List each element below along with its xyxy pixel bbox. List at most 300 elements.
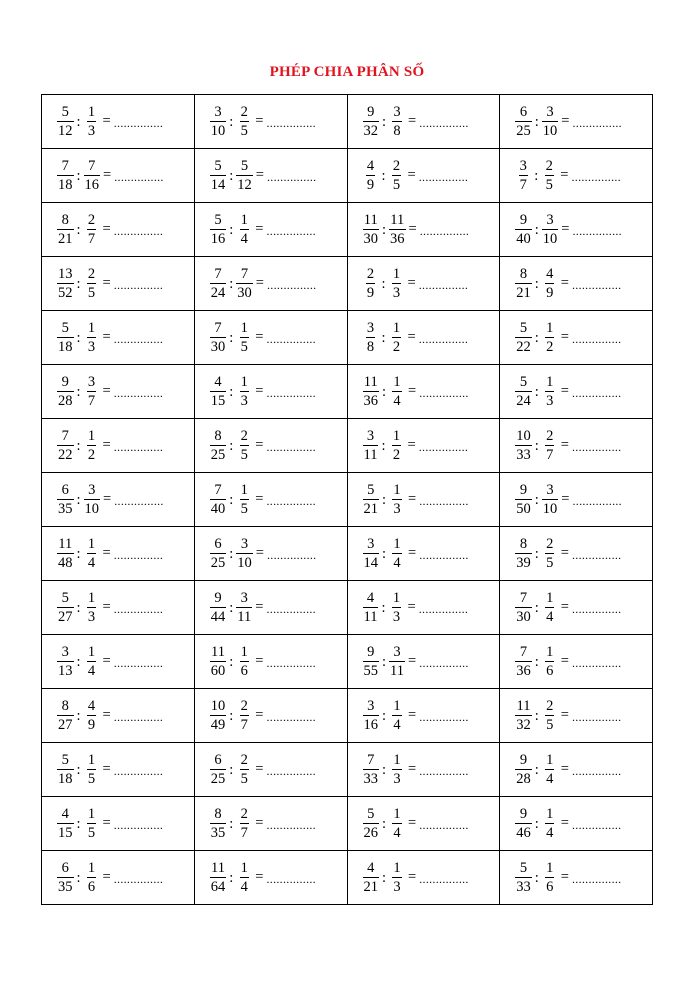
denominator: 3 [240, 393, 248, 409]
answer-blank[interactable]: ............... [418, 278, 469, 292]
answer-blank[interactable]: ............... [113, 656, 164, 670]
division-expression [363, 419, 500, 472]
numerator: 7 [61, 158, 69, 174]
division-expression [57, 527, 194, 580]
exercise-row [42, 635, 653, 689]
answer-blank[interactable]: ............... [266, 602, 316, 616]
numerator: 4 [61, 806, 69, 822]
numerator: 1 [546, 806, 554, 822]
answer-blank[interactable]: ............... [113, 224, 164, 238]
division-expression [210, 635, 347, 688]
numerator: 2 [240, 104, 248, 120]
equals-sign: = [560, 653, 569, 669]
numerator: 1 [393, 536, 401, 552]
denominator: 9 [87, 717, 96, 733]
divide-sign: : [229, 221, 234, 238]
denominator: 21 [363, 879, 378, 895]
divisor-fraction [236, 805, 252, 842]
denominator: 27 [58, 717, 73, 733]
division-expression [363, 527, 500, 580]
equals-sign: = [102, 653, 111, 669]
equals-sign: = [408, 815, 417, 831]
denominator: 64 [210, 879, 226, 895]
denominator: 18 [58, 177, 73, 193]
exercise-row [42, 689, 653, 743]
divide-sign: : [534, 545, 539, 562]
divisor-fraction [542, 805, 558, 842]
dividend-fraction [57, 697, 74, 734]
dividend-fraction [363, 157, 379, 194]
numerator: 3 [546, 212, 554, 228]
numerator: 11 [516, 698, 531, 714]
answer-blank[interactable]: ............... [571, 872, 622, 886]
answer-blank[interactable]: ............... [266, 818, 316, 832]
numerator: 11 [363, 374, 378, 390]
numerator: 1 [87, 752, 96, 768]
divide-sign: : [534, 707, 539, 724]
numerator: 3 [546, 104, 554, 120]
exercise-cell [42, 527, 195, 581]
divisor-fraction [542, 265, 558, 302]
denominator: 36 [363, 393, 378, 409]
numerator: 5 [61, 752, 69, 768]
answer-blank[interactable]: ............... [266, 764, 316, 778]
answer-blank[interactable]: ............... [113, 764, 164, 778]
numerator: 8 [214, 806, 222, 822]
dividend-fraction [363, 643, 380, 680]
exercise-cell [42, 689, 195, 743]
denominator: 30 [210, 339, 226, 355]
numerator: 6 [519, 104, 528, 120]
denominator: 36 [516, 663, 531, 679]
denominator: 3 [393, 501, 401, 517]
exercise-cell [500, 257, 653, 311]
equals-sign: = [560, 545, 569, 561]
divisor-fraction [542, 481, 559, 518]
denominator: 30 [237, 285, 252, 301]
divisor-fraction [236, 697, 252, 734]
denominator: 21 [363, 501, 378, 517]
exercise-cell [42, 365, 195, 419]
denominator: 48 [58, 555, 73, 571]
answer-blank[interactable]: ............... [419, 494, 469, 508]
dividend-fraction [57, 157, 74, 194]
division-expression [363, 257, 500, 310]
equals-sign: = [407, 437, 416, 453]
numerator: 2 [546, 428, 554, 444]
numerator: 1 [392, 428, 401, 444]
division-expression [515, 203, 652, 256]
exercise-cell [194, 149, 347, 203]
answer-blank[interactable]: ............... [419, 656, 469, 670]
divide-sign: : [382, 113, 387, 130]
answer-blank[interactable]: ............... [418, 440, 469, 454]
denominator: 5 [87, 771, 96, 787]
divide-sign: : [76, 545, 81, 562]
dividend-fraction [515, 319, 532, 356]
denominator: 25 [210, 555, 226, 571]
divide-sign: : [382, 815, 387, 832]
exercise-cell [347, 635, 500, 689]
numerator: 3 [393, 644, 401, 660]
divisor-fraction [542, 535, 558, 572]
divide-sign: : [382, 761, 387, 778]
division-expression [363, 311, 500, 364]
answer-blank[interactable]: ............... [114, 494, 164, 508]
equals-sign: = [408, 869, 417, 885]
equals-sign: = [560, 167, 569, 183]
answer-blank[interactable]: ............... [266, 116, 316, 130]
numerator: 11 [58, 536, 73, 552]
answer-blank[interactable]: ............... [113, 548, 164, 562]
divisor-fraction [542, 373, 558, 410]
denominator: 10 [84, 501, 100, 517]
exercise-cell [347, 257, 500, 311]
numerator: 1 [393, 752, 401, 768]
exercise-cell [42, 635, 195, 689]
divide-sign: : [382, 707, 387, 724]
division-expression [210, 851, 347, 904]
answer-blank[interactable]: ............... [571, 602, 622, 616]
denominator: 5 [392, 177, 401, 193]
answer-blank[interactable]: ............... [266, 440, 316, 454]
equals-sign: = [408, 113, 417, 129]
exercise-cell [42, 851, 195, 905]
equals-sign: = [407, 329, 416, 345]
divide-sign: : [534, 275, 539, 292]
answer-blank[interactable]: ............... [571, 764, 622, 778]
divisor-fraction [84, 535, 100, 572]
numerator: 1 [87, 536, 96, 552]
divide-sign: : [76, 113, 81, 130]
divide-sign: : [229, 437, 234, 454]
division-expression [210, 365, 347, 418]
answer-blank[interactable]: ............... [571, 440, 622, 454]
equals-sign: = [102, 383, 111, 399]
exercise-cell [194, 689, 347, 743]
denominator: 10 [237, 555, 252, 571]
equals-sign: = [255, 653, 264, 669]
exercise-cell [42, 95, 195, 149]
numerator: 3 [240, 536, 249, 552]
equals-sign: = [408, 707, 417, 723]
answer-blank[interactable]: ............... [266, 548, 317, 562]
answer-blank[interactable]: ............... [419, 116, 469, 130]
answer-blank[interactable]: ............... [419, 386, 469, 400]
exercise-cell [194, 311, 347, 365]
denominator: 4 [240, 879, 248, 895]
answer-blank[interactable]: ............... [419, 224, 470, 238]
denominator: 12 [58, 123, 73, 139]
dividend-fraction [363, 535, 380, 572]
answer-blank[interactable]: ............... [571, 332, 622, 346]
answer-blank[interactable]: ............... [266, 872, 316, 886]
equals-sign: = [255, 329, 264, 345]
divisor-fraction [84, 373, 100, 410]
equals-sign: = [560, 275, 569, 291]
dividend-fraction [515, 427, 532, 464]
divide-sign: : [382, 653, 387, 670]
division-expression [57, 311, 194, 364]
exercise-cell [42, 419, 195, 473]
division-expression [57, 257, 194, 310]
numerator: 2 [87, 212, 96, 228]
equals-sign: = [560, 869, 569, 885]
denominator: 35 [210, 825, 226, 841]
denominator: 35 [58, 501, 73, 517]
dividend-fraction [57, 265, 74, 302]
numerator: 4 [366, 590, 375, 606]
division-expression [515, 581, 652, 634]
exercise-cell [500, 473, 653, 527]
numerator: 7 [519, 590, 528, 606]
numerator: 10 [516, 428, 531, 444]
numerator: 3 [366, 320, 375, 336]
divisor-fraction [236, 265, 253, 302]
divisor-fraction [542, 643, 558, 680]
denominator: 40 [516, 231, 531, 247]
dividend-fraction [210, 805, 227, 842]
denominator: 2 [546, 339, 554, 355]
divide-sign: : [534, 113, 539, 130]
division-expression [57, 95, 194, 148]
division-expression [57, 149, 194, 202]
divisor-fraction [542, 589, 558, 626]
answer-blank[interactable]: ............... [572, 494, 622, 508]
answer-blank[interactable]: ............... [419, 548, 469, 562]
numerator: 4 [87, 698, 96, 714]
numerator: 9 [519, 212, 528, 228]
answer-blank[interactable]: ............... [419, 818, 469, 832]
denominator: 15 [58, 825, 73, 841]
equals-sign: = [255, 815, 264, 831]
numerator: 2 [392, 158, 401, 174]
numerator: 6 [214, 752, 222, 768]
numerator: 3 [240, 590, 248, 606]
equals-sign: = [560, 815, 569, 831]
numerator: 1 [546, 374, 554, 390]
answer-blank[interactable]: ............... [266, 656, 316, 670]
answer-blank[interactable]: ............... [571, 386, 622, 400]
answer-blank[interactable]: ............... [266, 710, 316, 724]
exercise-cell [194, 527, 347, 581]
division-expression [210, 689, 347, 742]
answer-blank[interactable]: ............... [571, 818, 622, 832]
answer-blank[interactable]: ............... [113, 278, 164, 292]
answer-blank[interactable]: ............... [418, 602, 469, 616]
exercise-row [42, 743, 653, 797]
equals-sign: = [102, 221, 111, 237]
answer-blank[interactable]: ............... [113, 116, 164, 130]
divisor-fraction [84, 697, 100, 734]
denominator: 5 [87, 285, 96, 301]
answer-blank[interactable]: ............... [419, 872, 469, 886]
numerator: 1 [393, 698, 401, 714]
answer-blank[interactable]: ............... [114, 170, 164, 184]
answer-blank[interactable]: ............... [571, 548, 622, 562]
numerator: 11 [363, 212, 378, 228]
answer-blank[interactable]: ............... [572, 116, 622, 130]
numerator: 6 [214, 536, 222, 552]
equals-sign: = [255, 545, 264, 561]
divide-sign: : [381, 329, 386, 346]
divisor-fraction [84, 643, 100, 680]
equals-sign: = [103, 491, 112, 507]
divisor-fraction [389, 859, 405, 896]
numerator: 1 [393, 860, 401, 876]
numerator: 1 [87, 860, 96, 876]
equals-sign: = [407, 275, 416, 291]
divide-sign: : [76, 437, 81, 454]
dividend-fraction [515, 373, 532, 410]
divisor-fraction [389, 373, 405, 410]
divisor-fraction [84, 211, 100, 248]
divide-sign: : [382, 491, 387, 508]
numerator: 1 [240, 212, 248, 228]
divisor-fraction [389, 265, 405, 302]
answer-blank[interactable]: ............... [572, 224, 622, 238]
numerator: 2 [240, 806, 248, 822]
numerator: 5 [367, 482, 375, 498]
divide-sign: : [76, 329, 81, 346]
divisor-fraction [236, 535, 253, 572]
numerator: 1 [87, 644, 96, 660]
division-expression [57, 797, 194, 850]
divide-sign: : [382, 383, 387, 400]
divide-sign: : [76, 275, 81, 292]
divide-sign: : [534, 653, 539, 670]
divisor-fraction [542, 859, 558, 896]
divide-sign: : [534, 221, 539, 238]
divisor-fraction [236, 589, 252, 626]
divide-sign: : [534, 761, 539, 778]
denominator: 7 [87, 393, 96, 409]
answer-blank[interactable]: ............... [266, 224, 316, 238]
dividend-fraction [515, 589, 532, 626]
equals-sign: = [255, 599, 264, 615]
answer-blank[interactable]: ............... [266, 386, 316, 400]
numerator: 2 [366, 266, 375, 282]
exercise-table [41, 94, 653, 905]
denominator: 3 [393, 879, 401, 895]
dividend-fraction [210, 373, 227, 410]
denominator: 3 [392, 285, 401, 301]
answer-blank[interactable]: ............... [113, 818, 164, 832]
answer-blank[interactable]: ............... [113, 710, 164, 724]
answer-blank[interactable]: ............... [571, 278, 622, 292]
numerator: 9 [61, 374, 69, 390]
numerator: 1 [546, 590, 554, 606]
equals-sign: = [561, 221, 570, 237]
answer-blank[interactable]: ............... [571, 656, 622, 670]
numerator: 1 [87, 590, 96, 606]
numerator: 8 [519, 536, 528, 552]
division-expression [515, 743, 652, 796]
divisor-fraction [389, 805, 405, 842]
exercise-cell [194, 419, 347, 473]
numerator: 2 [240, 752, 248, 768]
answer-blank[interactable]: ............... [113, 332, 164, 346]
answer-blank[interactable]: ............... [418, 332, 469, 346]
answer-blank[interactable]: ............... [113, 440, 164, 454]
answer-blank[interactable]: ............... [266, 332, 316, 346]
dividend-fraction [210, 751, 227, 788]
divisor-fraction [236, 643, 252, 680]
divide-sign: : [76, 869, 81, 886]
answer-blank[interactable]: ............... [418, 170, 469, 184]
numerator: 5 [519, 320, 528, 336]
divisor-fraction [236, 211, 252, 248]
division-expression [515, 635, 652, 688]
answer-blank[interactable]: ............... [266, 170, 317, 184]
divide-sign: : [76, 221, 81, 238]
numerator: 3 [61, 644, 69, 660]
exercise-cell [347, 419, 500, 473]
exercise-cell [42, 257, 195, 311]
denominator: 21 [58, 231, 73, 247]
divisor-fraction [84, 427, 100, 464]
answer-blank[interactable]: ............... [113, 872, 164, 886]
equals-sign: = [102, 869, 111, 885]
answer-blank[interactable]: ............... [571, 170, 621, 184]
exercise-cell [347, 473, 500, 527]
answer-blank[interactable]: ............... [113, 386, 164, 400]
answer-blank[interactable]: ............... [419, 764, 469, 778]
denominator: 21 [516, 285, 531, 301]
denominator: 9 [546, 285, 554, 301]
division-expression [363, 203, 500, 256]
dividend-fraction [57, 373, 74, 410]
exercise-row [42, 95, 653, 149]
denominator: 11 [363, 609, 378, 625]
division-expression [515, 149, 652, 202]
answer-blank[interactable]: ............... [571, 710, 622, 724]
equals-sign: = [408, 383, 417, 399]
equals-sign: = [102, 707, 111, 723]
denominator: 10 [542, 123, 558, 139]
answer-blank[interactable]: ............... [113, 602, 164, 616]
denominator: 4 [393, 555, 401, 571]
exercise-cell [194, 95, 347, 149]
numerator: 5 [367, 806, 375, 822]
exercise-table-body [42, 95, 653, 905]
numerator: 5 [214, 212, 222, 228]
numerator: 7 [214, 266, 222, 282]
denominator: 55 [363, 663, 378, 679]
division-expression [515, 689, 652, 742]
numerator: 2 [240, 698, 248, 714]
answer-blank[interactable]: ............... [266, 494, 316, 508]
division-expression [363, 743, 500, 796]
numerator: 2 [240, 428, 248, 444]
divisor-fraction [84, 103, 100, 140]
answer-blank[interactable]: ............... [266, 278, 317, 292]
divide-sign: : [76, 167, 81, 184]
divisor-fraction [236, 427, 252, 464]
division-expression [57, 419, 194, 472]
dividend-fraction [515, 751, 532, 788]
equals-sign: = [255, 869, 264, 885]
equals-sign: = [102, 275, 111, 291]
dividend-fraction [210, 859, 227, 896]
answer-blank[interactable]: ............... [419, 710, 469, 724]
numerator: 1 [392, 590, 401, 606]
equals-sign: = [255, 113, 264, 129]
denominator: 18 [58, 339, 73, 355]
numerator: 11 [390, 212, 405, 228]
denominator: 52 [58, 285, 73, 301]
numerator: 7 [88, 158, 96, 174]
